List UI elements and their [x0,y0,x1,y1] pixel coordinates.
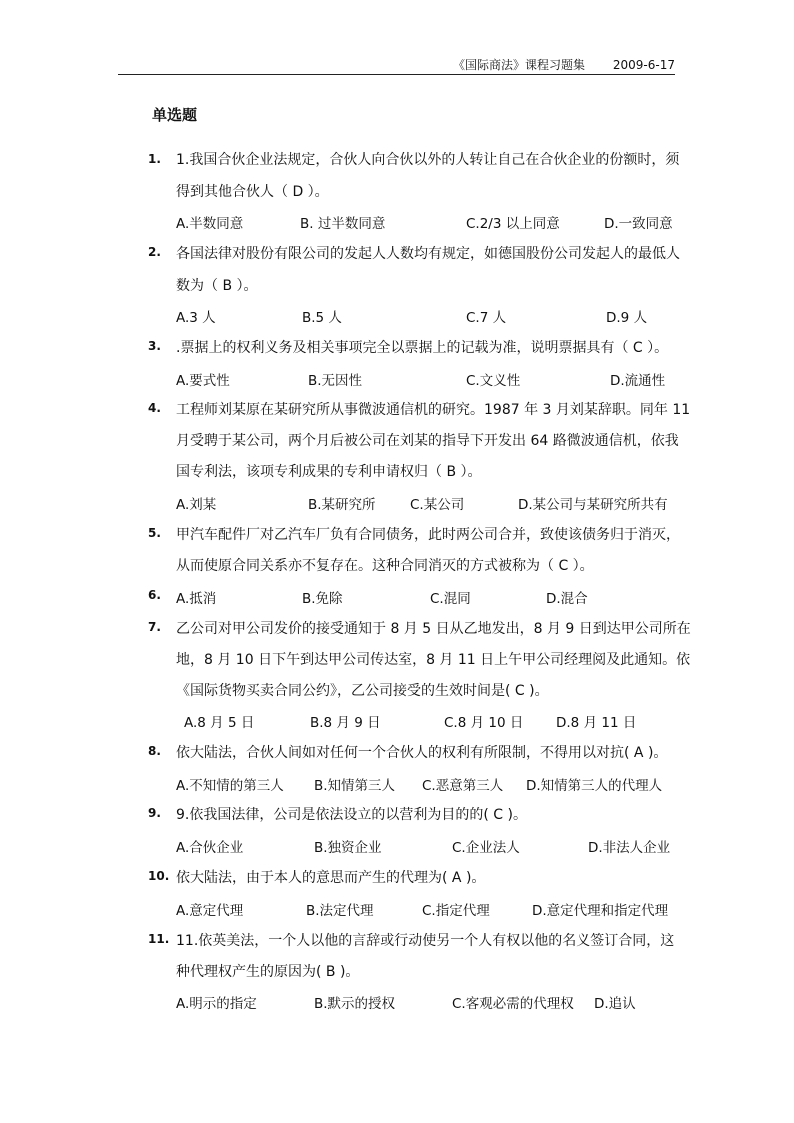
question-text: 数为（ B ）。 [176,278,258,294]
option-b: B.免除 [302,591,343,607]
option-d: D.知情第三人的代理人 [526,778,663,794]
question-text: .票据上的权利义务及相关事项完全以票据上的记载为准，说明票据具有（ C ）。 [176,340,669,356]
question-text: 《国际货物买卖合同公约》，乙公司接受的生效时间是( C )。 [176,683,549,699]
question-text: 各国法律对股份有限公司的发起人人数均有规定，如德国股份公司发起人的最低人 [176,246,680,262]
option-d: D.某公司与某研究所共有 [518,497,668,513]
option-c: C.8 月 10 日 [444,715,524,731]
option-c: C.混同 [430,591,471,607]
question-text: 从而使原合同关系亦不复存在。这种合同消灭的方式被称为（ C ）。 [176,558,594,574]
option-d: D.流通性 [610,373,666,389]
option-c: C.7 人 [466,310,507,326]
question-text: 国专利法，该项专利成果的专利申请权归（ B ）。 [176,464,482,480]
question-number: 11. [148,932,170,946]
option-c: C.文义性 [466,373,521,389]
option-b: B.知情第三人 [314,778,396,794]
question-text: 得到其他合伙人（ D ）。 [176,184,329,200]
option-c: C.指定代理 [422,903,490,919]
option-a: A.8 月 5 日 [184,715,255,731]
question-number: 2. [148,245,161,259]
option-a: A.要式性 [176,373,230,389]
question-number: 3. [148,339,161,353]
question-text: 工程师刘某原在某研究所从事微波通信机的研究。1987 年 3 月刘某辞职。同年 11 [176,402,691,418]
option-c: C.某公司 [410,497,465,513]
header-date: 2009-6-17 [612,58,675,72]
question-number: 8. [148,744,161,758]
question-number: 7. [148,620,161,634]
header-rule [118,74,675,75]
option-d: D.非法人企业 [588,840,671,856]
page-header [118,56,675,74]
option-c: C.2/3 以上同意 [466,216,560,232]
question-number: 5. [148,526,161,540]
option-b: B.无因性 [308,373,363,389]
question-number: 9. [148,806,161,820]
option-a: A.意定代理 [176,903,244,919]
section-title: 单选题 [152,106,198,124]
option-b: B.独资企业 [314,840,382,856]
option-c: C.恶意第三人 [422,778,504,794]
option-d: D.追认 [594,996,636,1012]
question-text: 乙公司对甲公司发价的接受通知于 8 月 5 日从乙地发出，8 月 9 日到达甲公司所在 [176,621,691,637]
question-number: 6. [148,588,161,602]
course-title: 《国际商法》课程习题集 [453,58,586,72]
question-text: 甲汽车配件厂对乙汽车厂负有合同债务，此时两公司合并，致使该债务归于消灭， [176,527,680,543]
option-b: B.默示的授权 [314,996,396,1012]
question-number: 10. [148,869,170,883]
question-number: 4. [148,401,161,415]
option-d: D.一致同意 [604,216,673,232]
option-b: B.5 人 [302,310,342,326]
option-d: D.混合 [546,591,588,607]
option-d: D.8 月 11 日 [556,715,637,731]
option-a: A.半数同意 [176,216,244,232]
option-b: B.8 月 9 日 [310,715,381,731]
option-a: A.明示的指定 [176,996,257,1012]
question-text: 依大陆法，由于本人的意思而产生的代理为( A )。 [176,870,486,886]
option-d: D.9 人 [606,310,648,326]
option-c: C.客观必需的代理权 [452,996,574,1012]
question-text: 1.我国合伙企业法规定，合伙人向合伙以外的人转让自己在合伙企业的份额时，须 [176,152,680,168]
option-a: A.不知情的第三人 [176,778,284,794]
question-text: 9.依我国法律，公司是依法设立的以营利为目的的( C )。 [176,807,527,823]
option-d: D.意定代理和指定代理 [532,903,669,919]
option-b: B. 过半数同意 [300,216,386,232]
question-text: 11.依英美法，一个人以他的言辞或行动使另一个人有权以他的名义签订合同，这 [176,933,675,949]
option-a: A.刘某 [176,497,217,513]
option-a: A.抵消 [176,591,217,607]
question-number: 1. [148,152,161,166]
option-b: B.法定代理 [306,903,374,919]
question-text: 月受聘于某公司，两个月后被公司在刘某的指导下开发出 64 路微波通信机，依我 [176,433,679,449]
question-text: 地，8 月 10 日下午到达甲公司传达室，8 月 11 日上午甲公司经理阅及此通知。依 [176,652,691,668]
option-c: C.企业法人 [452,840,520,856]
option-a: A.合伙企业 [176,840,244,856]
question-text: 依大陆法，合伙人间如对任何一个合伙人的权利有所限制，不得用以对抗( A )。 [176,745,668,761]
option-b: B.某研究所 [308,497,376,513]
option-a: A.3 人 [176,310,216,326]
question-text: 种代理权产生的原因为( B )。 [176,964,360,980]
